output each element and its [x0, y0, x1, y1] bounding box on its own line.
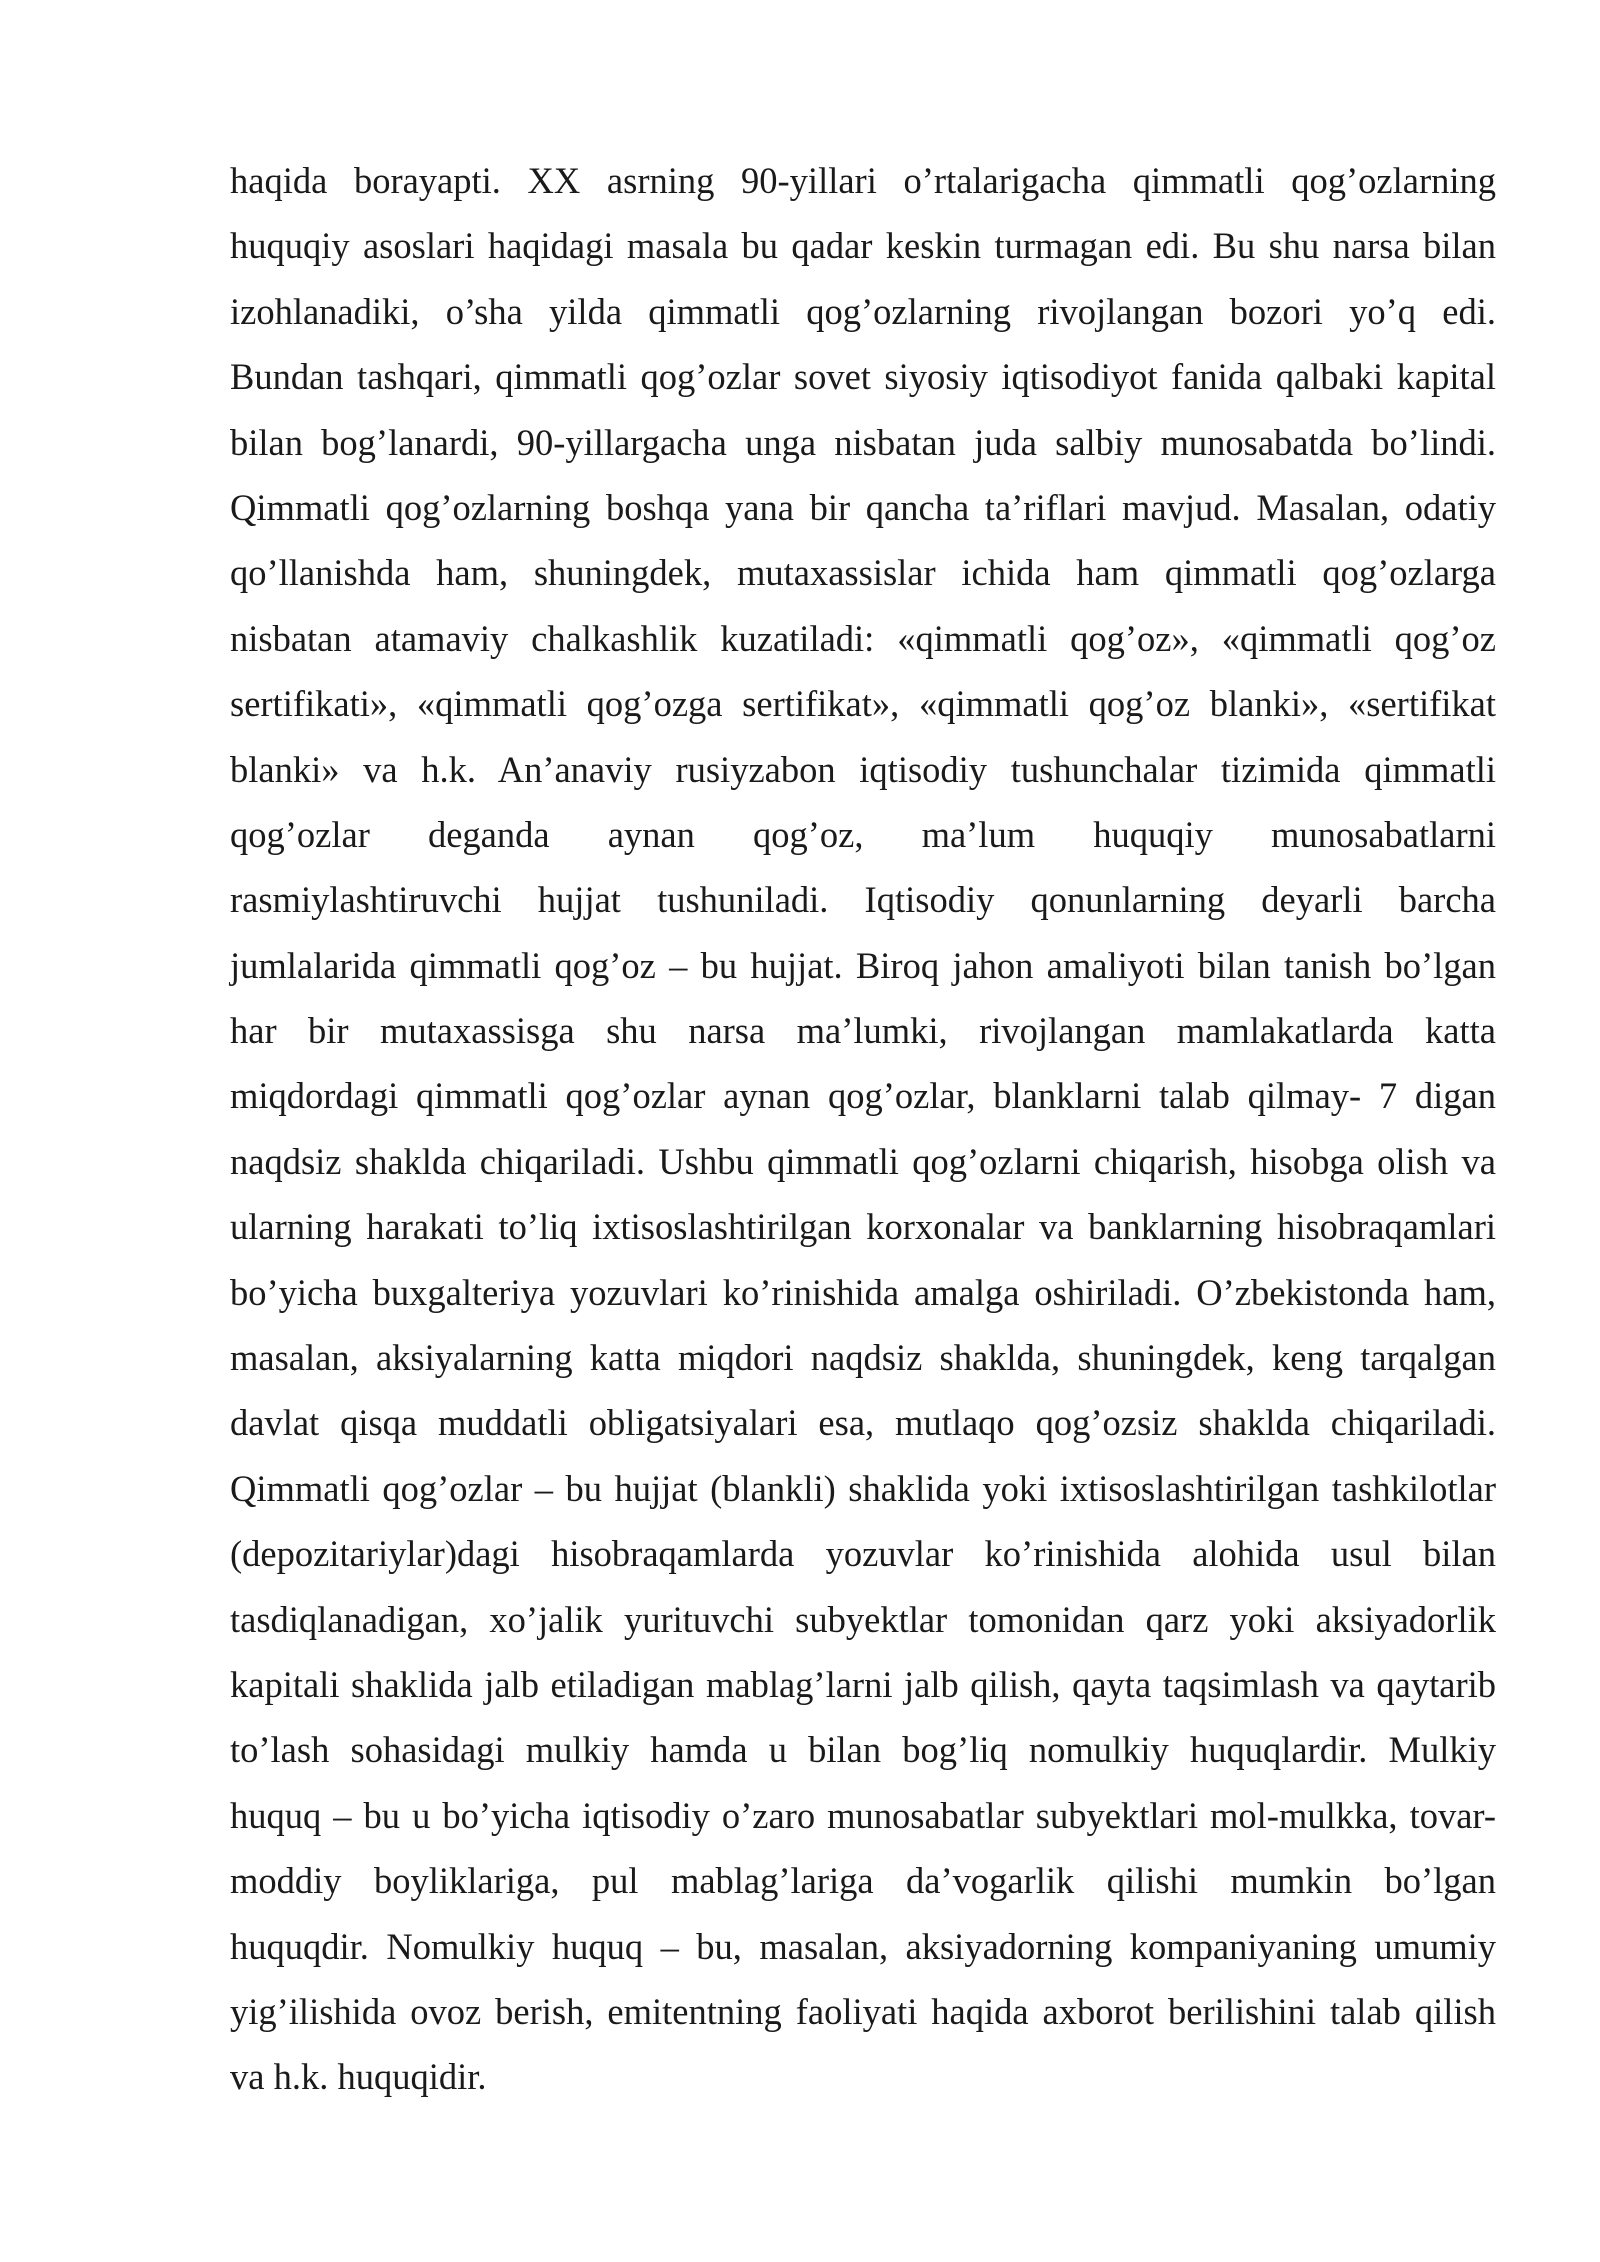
- text-line: nisbatan atamaviy chalkashlik kuzatiladi: «qimmatli qog’oz», «qimmatli qog’oz: [230, 617, 1496, 659]
- text-line: har bir mutaxassisga shu narsa ma’lumki, rivojlangan mamlakatlarda katta: [230, 1010, 1496, 1052]
- text-line: Qimmatli qog’ozlarning boshqa yana bir qancha ta’riflari mavjud. Masalan, odatiy: [230, 486, 1496, 528]
- text-line: Bundan tashqari, qimmatli qog’ozlar sovet siyosiy iqtisodiyot fanida qalbaki kapital: [230, 356, 1496, 398]
- text-line: moddiy boyliklariga, pul mablag’lariga da’vogarlik qilishi mumkin bo’lgan: [230, 1860, 1496, 1902]
- text-line: Qimmatli qog’ozlar – bu hujjat (blankli) shaklida yoki ixtisoslashtirilgan tashkilotlar: [230, 1467, 1496, 1509]
- text-line: haqida borayapti. XX asrning 90-yillari o’rtalarigacha qimmatli qog’ozlarning: [230, 160, 1496, 201]
- text-line: huquqiy asoslari haqidagi masala bu qadar keskin turmagan edi. Bu shu narsa bilan: [230, 225, 1496, 267]
- text-line: jumlalarida qimmatli qog’oz – bu hujjat. Biroq jahon amaliyoti bilan tanish bo’lgan: [230, 944, 1496, 986]
- text-line: bo’yicha buxgalteriya yozuvlari ko’rinishida amalga oshiriladi. O’zbekistonda ham,: [230, 1271, 1496, 1313]
- text-line: (depozitariylar)dagi hisobraqamlarda yozuvlar ko’rinishida alohida usul bilan: [230, 1533, 1496, 1575]
- text-line: tasdiqlanadigan, xo’jalik yurituvchi subyektlar tomonidan qarz yoki aksiyadorlik: [230, 1598, 1496, 1640]
- text-line: sertifikati», «qimmatli qog’ozga sertifikat», «qimmatli qog’oz blanki», «sertifikat: [230, 683, 1496, 725]
- text-line-last: va h.k. huquqidir.: [230, 2056, 487, 2098]
- text-line: to’lash sohasidagi mulkiy hamda u bilan bog’liq nomulkiy huquqlardir. Mulkiy: [230, 1729, 1496, 1771]
- text-line: kapitali shaklida jalb etiladigan mablag’larni jalb qilish, qayta taqsimlash va qaytarib: [230, 1663, 1496, 1705]
- text-line: miqdordagi qimmatli qog’ozlar aynan qog’ozlar, blanklarni talab qilmay- 7 digan: [230, 1075, 1496, 1117]
- body-paragraph: [230, 148, 1496, 2110]
- text-line: naqdsiz shaklda chiqariladi. Ushbu qimmatli qog’ozlarni chiqarish, hisobga olish va: [230, 1140, 1496, 1182]
- text-line: yig’ilishida ovoz berish, emitentning faoliyati haqida axborot berilishini talab qilish: [230, 1990, 1496, 2032]
- text-line: huquqdir. Nomulkiy huquq – bu, masalan, aksiyadorning kompaniyaning umumiy: [230, 1925, 1496, 1967]
- text-line: qo’llanishda ham, shuningdek, mutaxassislar ichida ham qimmatli qog’ozlarga: [230, 552, 1496, 594]
- text-line: huquq – bu u bo’yicha iqtisodiy o’zaro munosabatlar subyektlari mol-mulkka, tovar-: [230, 1794, 1496, 1836]
- text-line: masalan, aksiyalarning katta miqdori naqdsiz shaklda, shuningdek, keng tarqalgan: [230, 1337, 1496, 1379]
- text-line: qog’ozlar deganda aynan qog’oz, ma’lum huquqiy munosabatlarni: [230, 813, 1496, 855]
- text-line: blanki» va h.k. An’anaviy rusiyzabon iqtisodiy tushunchalar tizimida qimmatli: [230, 748, 1496, 790]
- text-line: davlat qisqa muddatli obligatsiyalari esa, mutlaqo qog’ozsiz shaklda chiqariladi.: [230, 1402, 1496, 1444]
- text-line: izohlanadiki, o’sha yilda qimmatli qog’ozlarning rivojlangan bozori yo’q edi.: [230, 290, 1496, 332]
- text-line: ularning harakati to’liq ixtisoslashtirilgan korxonalar va banklarning hisobraqamlari: [230, 1206, 1496, 1248]
- text-line: rasmiylashtiruvchi hujjat tushuniladi. Iqtisodiy qonunlarning deyarli barcha: [230, 879, 1496, 921]
- text-line: bilan bog’lanardi, 90-yillargacha unga nisbatan juda salbiy munosabatda bo’lindi.: [230, 421, 1496, 463]
